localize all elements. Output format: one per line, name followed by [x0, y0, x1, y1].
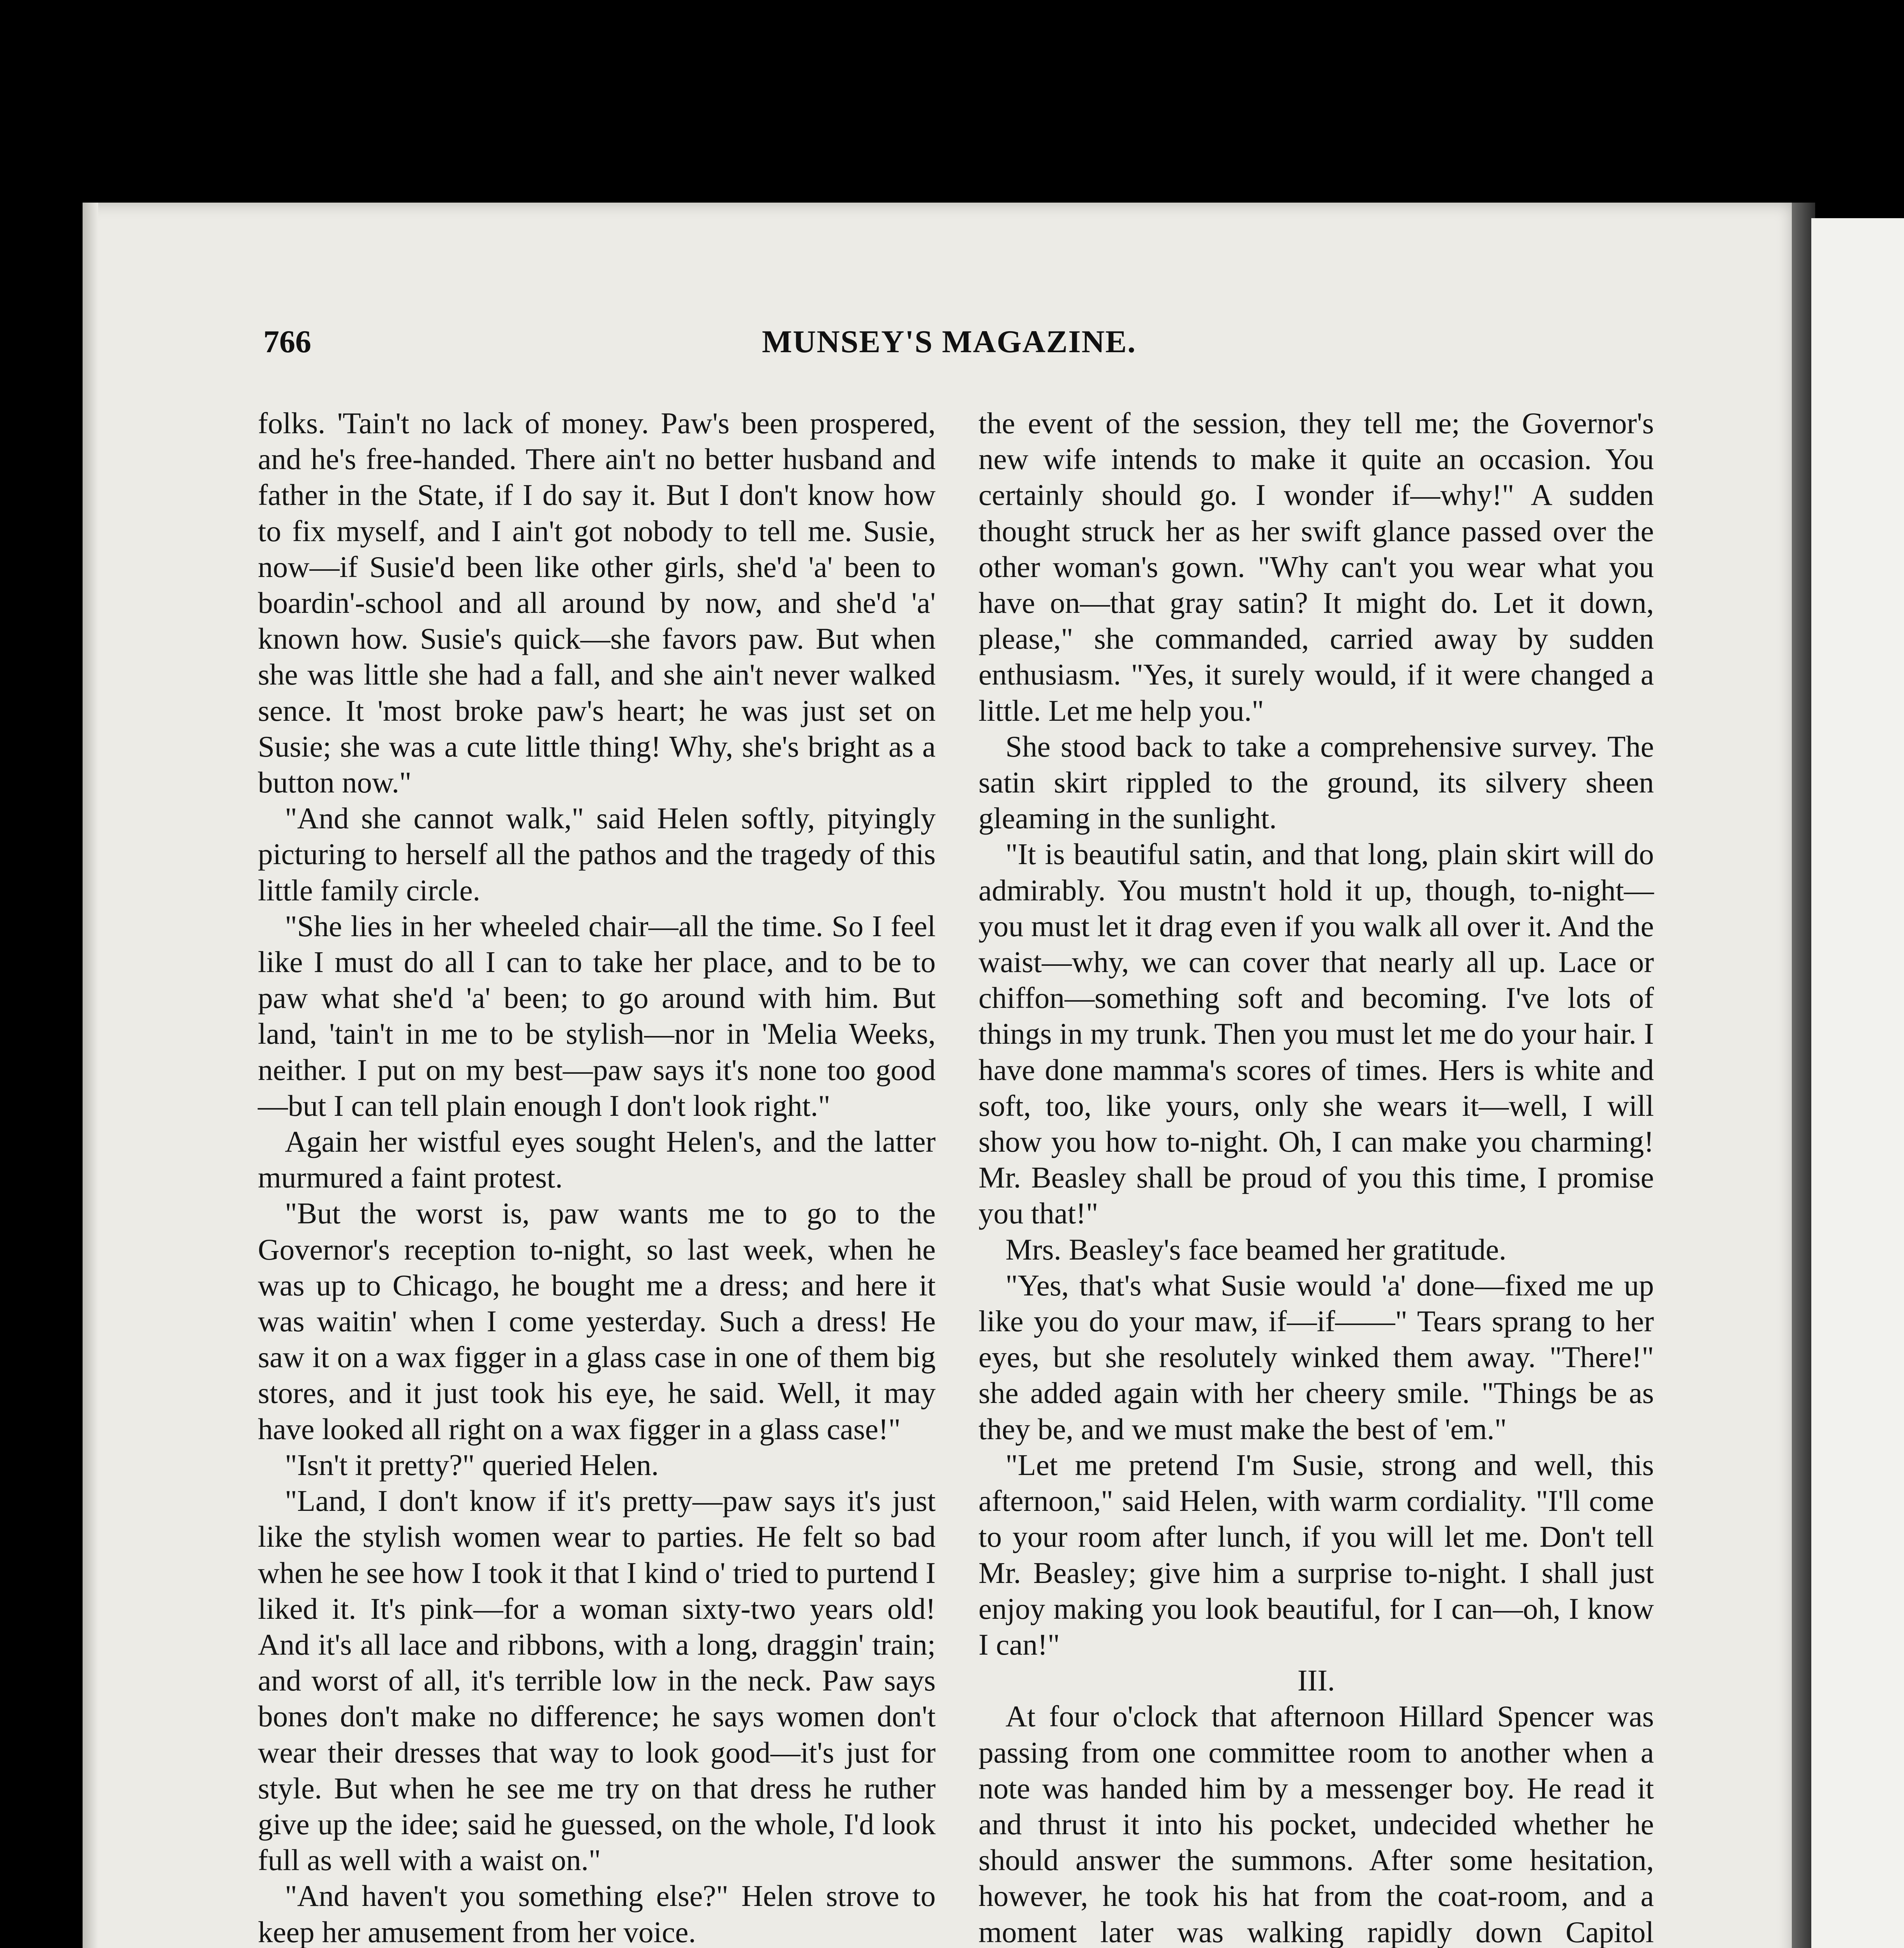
paragraph: Mrs. Beasley's face beamed her gratitude.	[1005, 1232, 1507, 1266]
paragraph: "Land, I don't know if it's pretty—paw says it's just like the stylish women wear to parties. He felt so bad when he see how I took it that I kind o' tried to purtend I liked it. It's pink—for a woman sixty-two years old! And it's all lace and ribbons, with a long, draggin' train; and worst of all, it's terrible low in the neck. Paw says bones don't make no difference; he says women don't wear their dresses that way to look good—it's just for style. But when he see me try on that dress he ruther give up the idee; said he guessed, on the whole, I'd look full as well with a waist on."	[258, 1484, 936, 1877]
paragraph: Again her wistful eyes sought Helen's, and the latter murmured a faint protest.	[258, 1125, 936, 1195]
paragraph: "And haven't you something else?" Helen strove to keep her amusement from her voice.	[258, 1879, 936, 1948]
paragraph: the event of the session, they tell me; the Governor's new wife intends to make it quite an occasion. You certainly should go. I wonder if—why!" A sudden thought struck her as her swift glance passed over the other woman's gown. "Why can't you wear what you have on—that gray satin? It might do. Let it down, please," she commanded, carried away by sudden enthusiasm. "Yes, it surely would, if it were changed a little. Let me help you."	[978, 406, 1654, 727]
section-heading: III.	[1297, 1664, 1335, 1697]
page-number: 766	[263, 324, 311, 359]
paragraph: "But the worst is, paw wants me to go to the Governor's reception to-night, so last week, when he was up to Chicago, he bought me a dress; and here it was waitin' when I come yesterday. Such a dress! He saw it on a wax figger in a glass case in one of them big stores, and it just took his eye, he said. Well, it may have looked all right on a wax figger in a glass case!"	[258, 1196, 936, 1446]
page-binding-edge	[83, 203, 98, 1948]
paragraph: "Isn't it pretty?" queried Helen.	[285, 1448, 659, 1482]
paragraph: "Let me pretend I'm Susie, strong and well, this afternoon," said Helen, with warm cordiality. "I'll come to your room after lunch, if you will let me. Don't tell Mr. Beasley; give him a surprise to-night. I shall just enjoy making you look beautiful, for I can—oh, I know I can!"	[978, 1448, 1654, 1661]
paragraph: "It is beautiful satin, and that long, plain skirt will do admirably. You mustn't hold it up, though, to-night—you must let it drag even if you walk all over it. And the waist—why, we can cover that nearly all up. Lace or chiffon—something soft and becoming. I've lots of things in my trunk. Then you must let me do your hair. I have done mamma's scores of times. Hers is white and soft, too, like yours, only she wears it—well, I will show you how to-night. Oh, I can make you charming! Mr. Beasley shall be proud of you this time, I promise you that!"	[978, 837, 1654, 1230]
paragraph: She stood back to take a comprehensive survey. The satin skirt rippled to the ground, its silvery sheen gleaming in the sunlight.	[978, 729, 1654, 835]
facing-page-edge	[1811, 218, 1904, 1948]
paragraph: "And she cannot walk," said Helen softly, pityingly picturing to herself all the pathos and the tragedy of this little family circle.	[258, 801, 936, 907]
page-header	[263, 323, 1654, 366]
paragraph: "She lies in her wheeled chair—all the time. So I feel like I must do all I can to take her place, and to be to paw what she'd 'a' been; to go around with him. But land, 'tain't in me to be stylish—nor in 'Melia Weeks, neither. I put on my best—paw says it's none too good—but I can tell plain enough I don't look right."	[258, 909, 936, 1122]
paragraph: "Yes, that's what Susie would 'a' done—fixed me up like you do your maw, if—if——" Tears sprang to her eyes, but she resolutely winked them away. "There!" she added again with her cheery smile. "Things be as they be, and we must make the best of 'em."	[978, 1268, 1654, 1446]
running-head: MUNSEY'S MAGAZINE.	[762, 324, 1136, 359]
right-column	[978, 405, 1654, 1948]
left-column	[258, 405, 936, 1948]
paragraph: At four o'clock that afternoon Hillard Spencer was passing from one committee room to another when a note was handed him by a messenger boy. He read it and thrust it into his pocket, undecided whether he should answer the summons. After some hesitation, however, he took his hat from the coat-room, and a moment later was walking rapidly down Capitol	[978, 1699, 1654, 1948]
paragraph: folks. 'Tain't no lack of money. Paw's been prospered, and he's free-handed. There ain't no better husband and father in the State, if I do say it. But I don't know how to fix myself, and I ain't got nobody to tell me. Susie, now—if Susie'd been like other girls, she'd 'a' been to boardin'-school and all around by now, and she'd 'a' known how. Susie's quick—she favors paw. But when she was little she had a fall, and she ain't never walked sence. It 'most broke paw's heart; he was just set on Susie; she was a cute little thing! Why, she's bright as a button now."	[258, 406, 936, 799]
